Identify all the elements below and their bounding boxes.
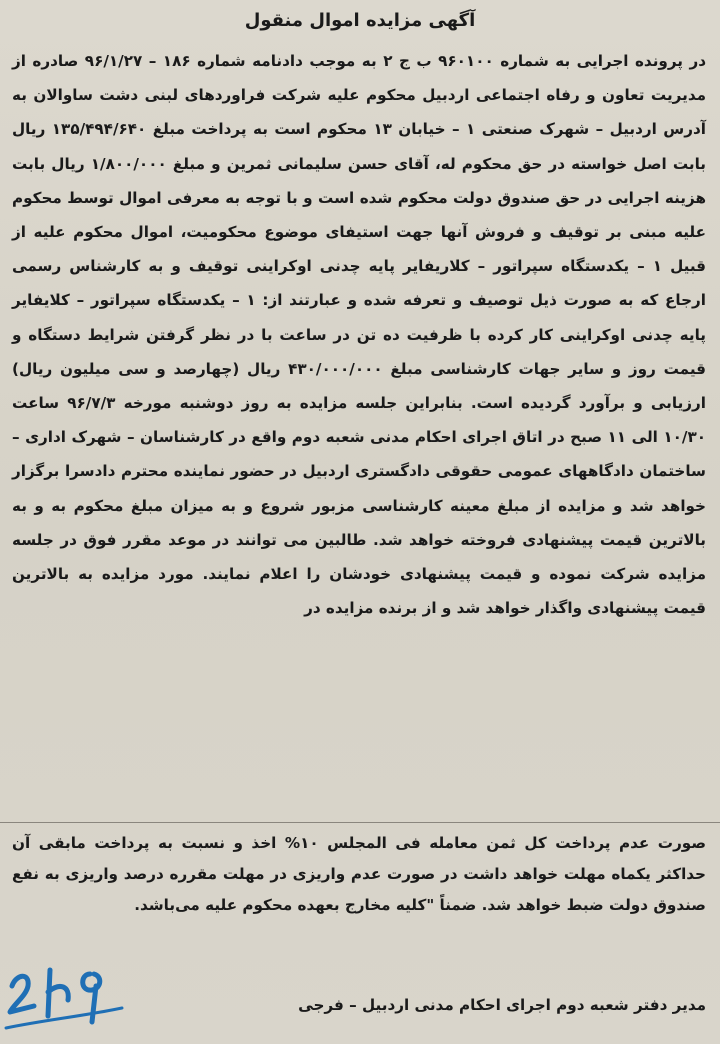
handwritten-number-mark [4,946,124,1036]
notice-body-continued: صورت عدم پرداخت کل ثمن معامله فی المجلس ۱۰% اخذ و نسبت به پرداخت مابقی آن حداکثر یکماه مهلت خواهد داشت در صورت عدم واریزی در مهلت مقرره درصد واریزی به نفع صندوق دولت ضبط خواهد شد. ضمناً "کلیه مخارج بعهده محکوم علیه می‌باشد. [12,834,707,914]
notice-signature: مدیر دفتر شعبه دوم اجرای احکام مدنی اردبیل – فرجی [298,996,706,1014]
notice-body: در پرونده اجرایی به شماره ۹۶۰۱۰۰ ب ج ۲ به موجب دادنامه شماره ۱۸۶ – ۹۶/۱/۲۷ صادره از مدیریت تعاون و رفاه اجتماعی اردبیل محکوم علیه شرکت فراوردهای لبنی دشت ساوالان به آدرس اردبیل – شهرک صنعتی ۱ – خیابان ۱۳ محکوم است به پرداخت مبلغ ۱۳۵/۴۹۴/۶۴۰ ریال بابت اصل خواسته در حق محکوم له، آقای حسن سلیمانی ثمرین و مبلغ ۱/۸۰۰/۰۰۰ ریال بابت هزینه اجرایی در حق صندوق دولت محکوم شده است و با توجه به معرفی اموال توسط محکوم علیه مبنی بر توقیف و فروش آنها جهت استیفای موضوع محکومیت، اموال محکوم علیه از قبیل ۱ – یکدستگاه سپراتور – کلاریفایر پایه چدنی اوکراینی توقیف و به کارشناس رسمی ارجاع که به صورت ذیل توصیف و تعرفه شده و عبارتند از: ۱ – یکدستگاه سپراتور – کلایفایر پایه چدنی اوکراینی کار کرده با ظرفیت ده تن در ساعت با در نظر گرفتن شرایط دستگاه و قیمت روز و سایر جهات کارشناسی مبلغ ۴۳۰/۰۰۰/۰۰۰ ریال (چهارصد و سی میلیون ریال) ارزیابی و برآورد گردیده است. بنابراین جلسه مزایده به روز دوشنبه مورخه ۹۶/۷/۳ ساعت ۱۰/۳۰ الی ۱۱ صبح در اتاق اجرای احکام مدنی شعبه دوم واقع در کارشناسان – شهرک اداری – ساختمان دادگاههای عمومی حقوقی دادگستری اردبیل در حضور نماینده محترم دادسرا برگزار خواهد شد و مزایده از مبلغ معینه کارشناسی مزبور شروع و به میزان مبلغ محکوم به و به بالاترین قیمت پیشنهادی فروخته خواهد شد. طالبین می توانند در موعد مقرر فوق در جلسه مزایده شرکت نموده و قیمت پیشنهادی خودشان را اعلام نمایند. مورد مزایده به بالاترین قیمت پیشنهادی واگذار خواهد شد و از برنده مزایده در [12,52,707,618]
fold-line [0,822,720,823]
notice-title: آگهی مزایده اموال منقول [244,10,476,31]
